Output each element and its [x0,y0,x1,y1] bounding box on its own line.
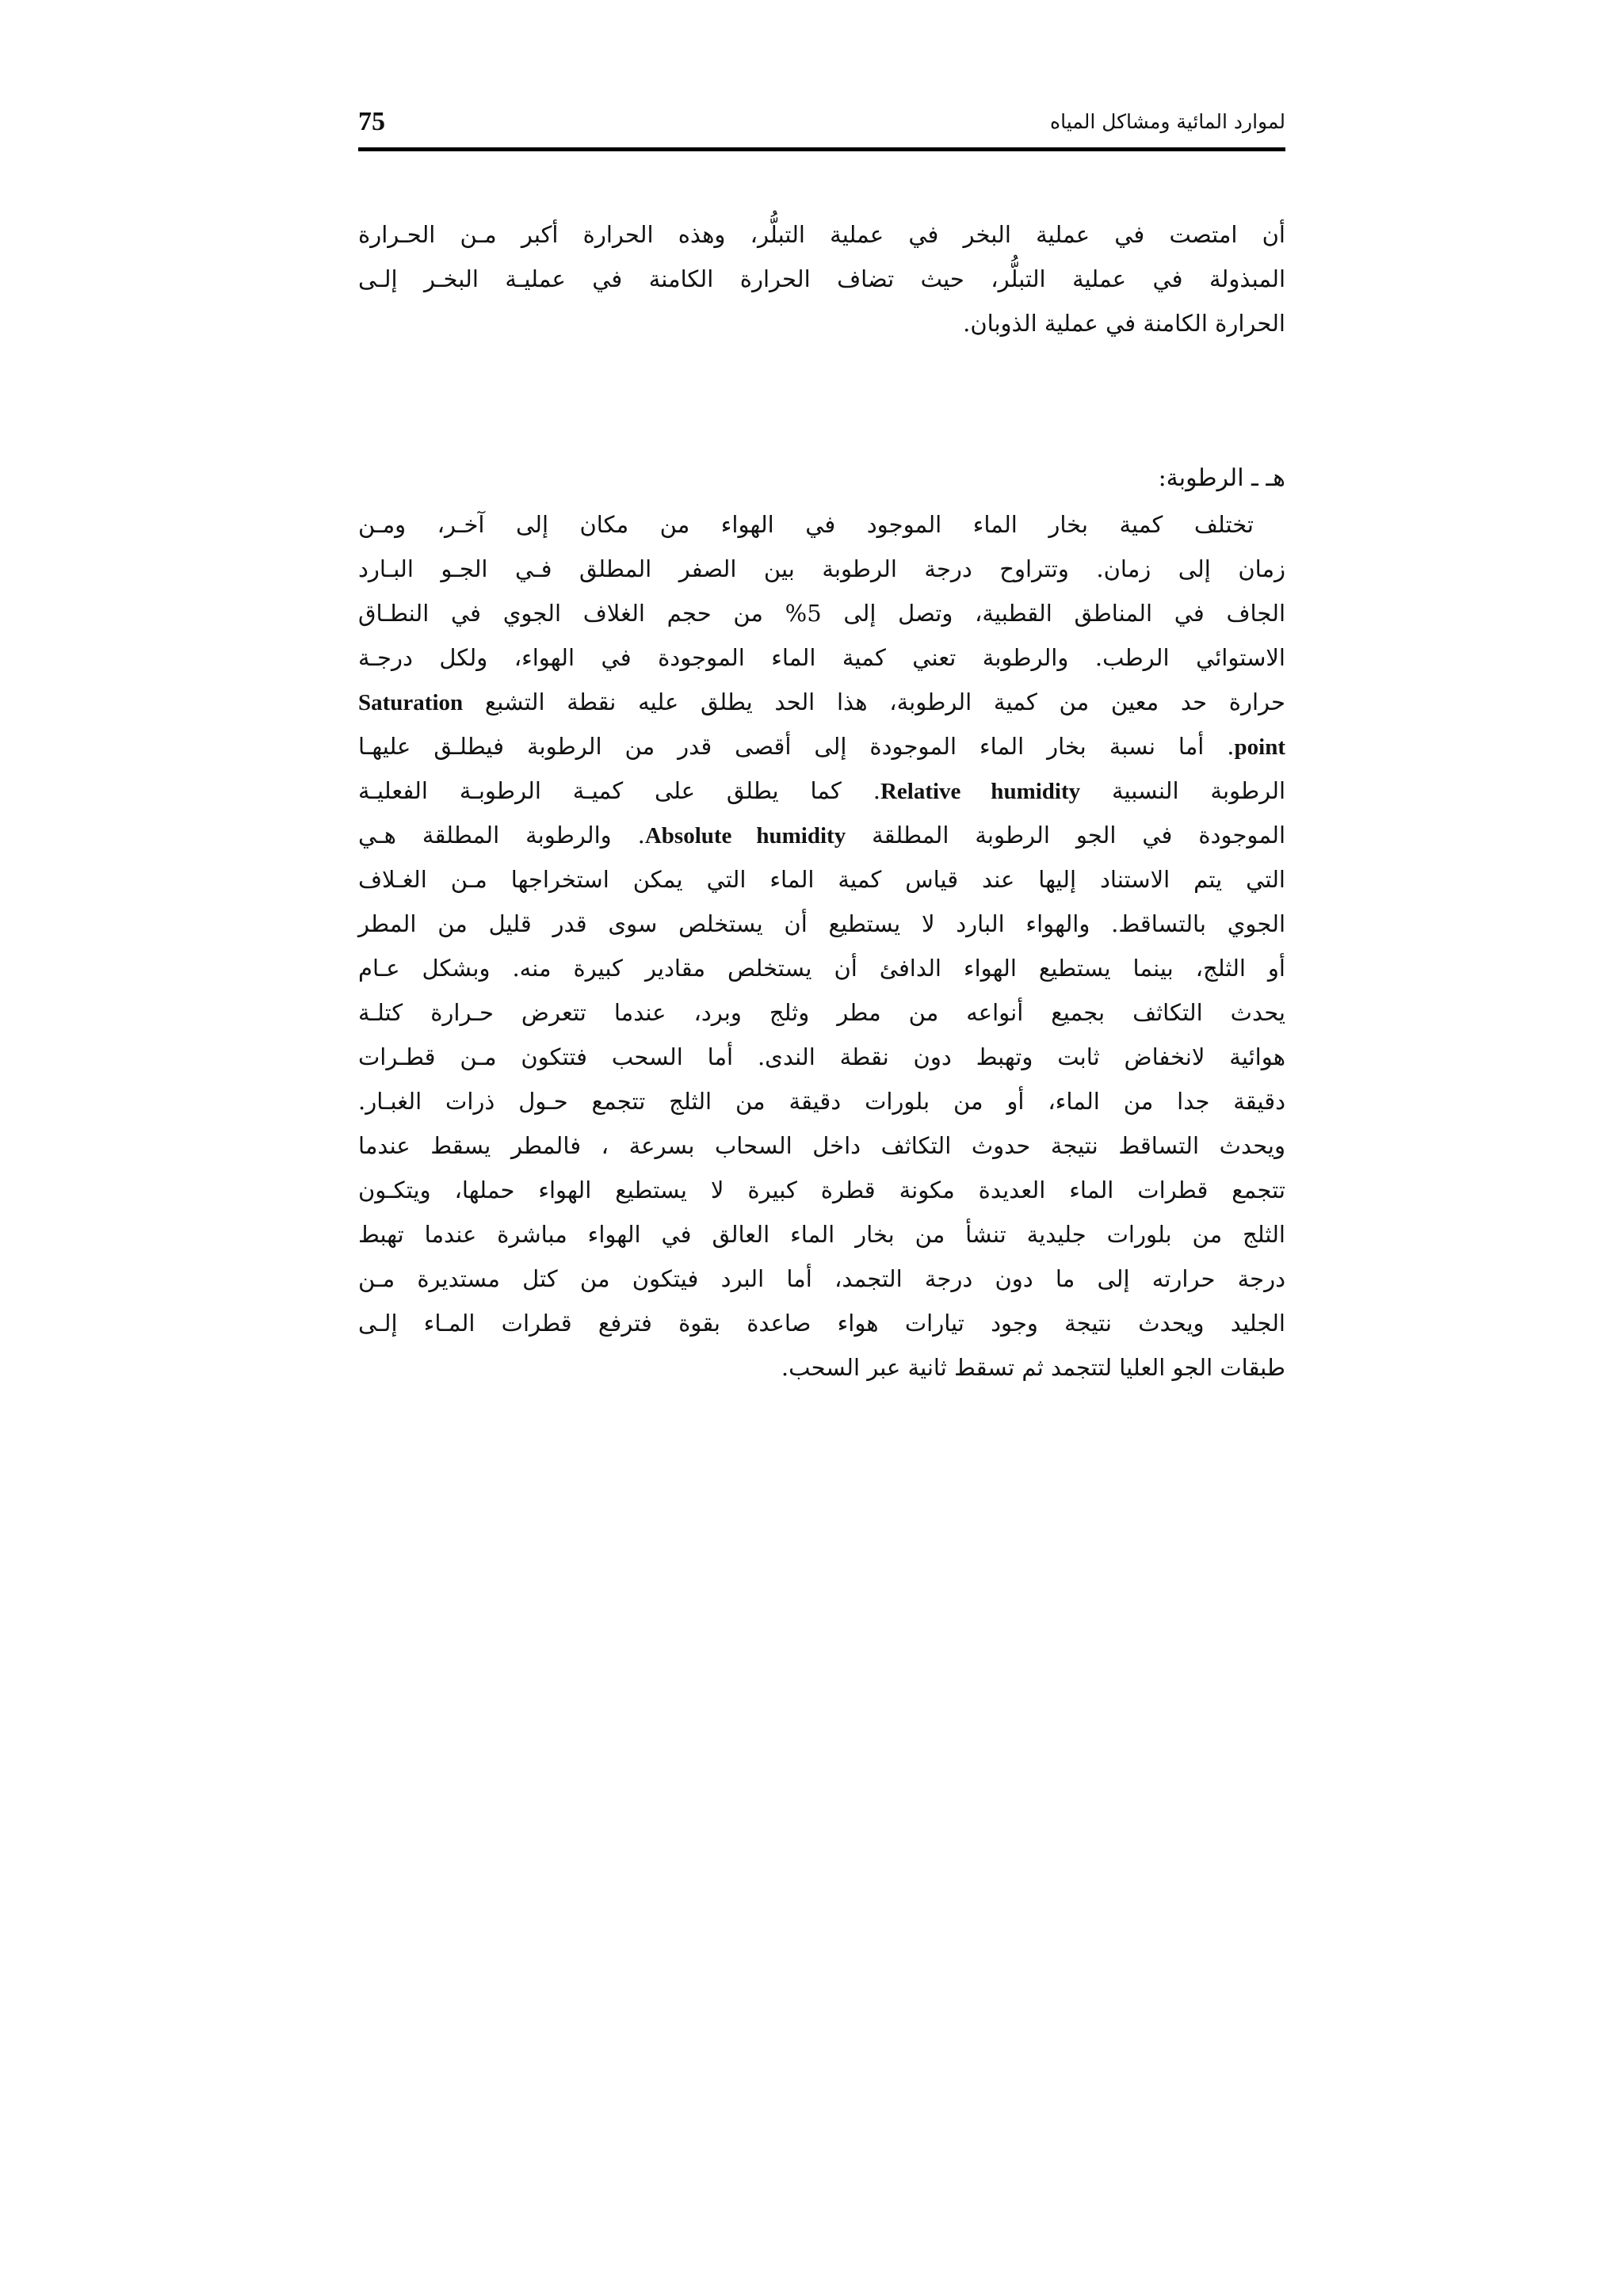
text-line [358,769,1285,813]
line-text: الموجودة في الجو الرطوبة المطلقة [846,822,1286,849]
line-text: الرطوبة النسبية [1080,777,1286,804]
text-line: طبقات الجو العليا لتتجمد ثم تسقط ثانية عبر السحب. [781,1354,1285,1381]
text-line: الجوي بالتساقط. والهواء البارد لا يستطيع أن يستخلص سوى قدر قليل من المطر [358,910,1285,937]
page-header [358,101,1285,147]
section-heading: هـ ـ الرطوبة: [1158,464,1285,492]
line-text: . أما نسبة بخار الماء الموجودة إلى أقصى قدر من الرطوبة فيطلـق عليهـا [358,733,1235,760]
text-line [358,813,1285,857]
line-text: تختلف كمية بخار الماء الموجود في الهواء من مكان إلى آخـر، ومـن [358,511,1254,538]
text-line [358,724,1285,769]
text-line: زمان إلى زمان. وتتراوح درجة الرطوبة بين الصفر المطلق فـي الجـو البـارد [358,555,1285,582]
text-line: الجاف في المناطق القطبية، وتصل إلى 5% من حجم الغلاف الجوي في النطـاق [358,600,1285,627]
text-line: أو الثلج، بينما يستطيع الهواء الدافئ أن يستخلص مقادير كبيرة منه. وبشكل عـام [358,955,1285,982]
text-line: الجليد ويحدث نتيجة وجود تيارات هواء صاعدة بقوة فترفع قطرات المـاء إلـى [358,1310,1285,1337]
text-line [358,680,1285,724]
header-rule [358,147,1285,151]
text-line: أن امتصت في عملية البخر في عملية التبلُّر، وهذه الحرارة أكبر مـن الحـرارة [358,221,1285,248]
running-title: لموارد المائية ومشاكل المياه [1049,110,1285,133]
term-saturation: Saturation [358,690,464,715]
term-point: point [1234,734,1285,760]
text-line: الاستوائي الرطب. والرطوبة تعني كمية الماء الموجودة في الهواء، ولكل درجـة [358,644,1285,671]
line-text: حرارة حد معين من كمية الرطوبة، هذا الحد يطلق عليه نقطة التشبع [463,688,1285,715]
text-line: يحدث التكاثف بجميع أنواعه من مطر وثلج وبرد، عندما تتعرض حـرارة كتلـة [358,999,1285,1026]
term-relative-humidity: Relative humidity [880,779,1081,804]
intro-paragraph [358,212,1285,345]
text-line: المبذولة في عملية التبلُّر، حيث تضاف الحرارة الكامنة في عمليـة البخـر إلـى [358,265,1285,292]
text-line: درجة حرارته إلى ما دون درجة التجمد، أما البرد فيتكون من كتل مستديرة مـن [358,1265,1285,1292]
text-line: التي يتم الاستناد إليها عند قياس كمية الماء التي يمكن استخراجها مـن الغـلاف [358,866,1285,893]
line-text: . والرطوبة المطلقة هـي [358,822,645,849]
text-line: دقيقة جدا من الماء، أو من بلورات دقيقة من الثلج تتجمع حـول ذرات الغبـار. [358,1088,1285,1115]
term-absolute-humidity: Absolute humidity [644,823,846,849]
text-line: هوائية لانخفاض ثابت وتهبط دون نقطة الندى. أما السحب فتتكون مـن قطـرات [358,1043,1285,1070]
page-number: 75 [358,107,385,136]
text-line: ويحدث التساقط نتيجة حدوث التكاثف داخل السحاب بسرعة ، فالمطر يسقط عندما [358,1132,1285,1159]
text-line: الثلج من بلورات جليدية تنشأ من بخار الماء العالق في الهواء مباشرة عندما تهبط [358,1221,1285,1248]
text-line [358,502,1285,547]
body-paragraph [358,502,1285,1390]
text-line: تتجمع قطرات الماء العديدة مكونة قطرة كبيرة لا يستطيع الهواء حملها، ويتكـون [358,1177,1285,1203]
text-line: الحرارة الكامنة في عملية الذوبان. [963,310,1285,337]
line-text: . كما يطلق على كميـة الرطوبـة الفعليـة [358,777,880,804]
